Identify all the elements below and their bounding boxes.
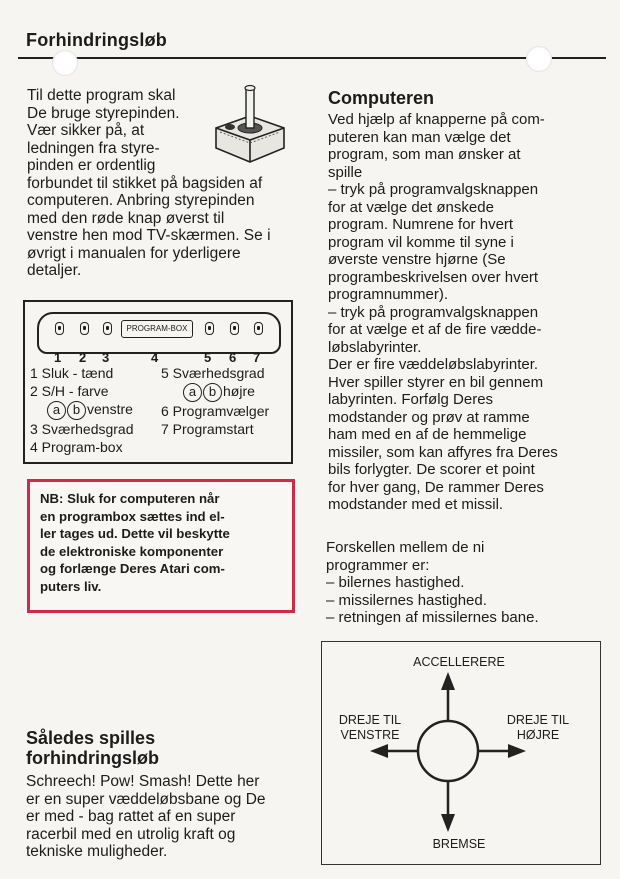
computer-line: labyrinten. Forfølg Deres: [328, 391, 494, 408]
switch-number: 7: [253, 350, 261, 365]
legend-item: 2 S/H - farve: [30, 383, 109, 399]
warning-line: NB: Sluk for computeren når: [40, 491, 220, 506]
legend-item: 4 Program-box: [30, 439, 123, 455]
legend-item: 6 Programvælger: [161, 403, 270, 419]
differences-line: – bilernes hastighed.: [326, 574, 465, 591]
switch-number: 4: [151, 350, 159, 365]
computer-line: program. Numrene for hvert: [328, 216, 514, 233]
intro-line: Vær sikker på, at: [27, 122, 145, 139]
circle-a-icon: a: [47, 401, 66, 420]
legend-text: venstre: [87, 401, 133, 417]
binder-hole-left: [52, 50, 78, 76]
header-rule: [18, 57, 606, 59]
legend-item: 5 Sværhedsgrad: [161, 365, 265, 381]
switch-number: 1: [54, 350, 62, 365]
direction-arrows-icon: [322, 642, 600, 864]
intro-line: De bruge styrepinden.: [27, 104, 180, 122]
circle-b-icon: b: [203, 383, 222, 402]
legend-text: højre: [223, 383, 255, 399]
differences-line: Forskellen mellem de ni: [326, 539, 485, 556]
warning-line: og forlænge Deres Atari com-: [40, 561, 225, 576]
computer-line: Hver spiller styrer en bil gennem: [328, 373, 544, 391]
intro-line: venstre hen mod TV-skærmen. Se i: [27, 227, 271, 244]
intro-line: med den røde knap øverst til: [27, 209, 225, 227]
legend-item: 7 Programstart: [161, 421, 254, 437]
direction-right-line: HØJRE: [516, 728, 560, 742]
switch-3-icon: [103, 322, 112, 335]
computer-line: program vil komme til syne i: [328, 233, 514, 251]
computer-line: for at vælge det ønskede: [328, 198, 494, 216]
direction-right-line: DREJE TIL: [506, 713, 570, 727]
computer-line: for hver gang, De rammer Deres: [328, 478, 544, 496]
computer-line: programbeskrivelsen over hvert: [328, 268, 539, 286]
switch-number: 6: [229, 350, 237, 365]
intro-line: pinden er ordentlig: [27, 157, 156, 174]
warning-line: de elektroniske komponenter: [40, 543, 224, 559]
howto-line: tekniske muligheder.: [26, 843, 168, 860]
computer-line: bils forlygter. De scorer et point: [328, 461, 535, 478]
switch-number: 5: [204, 350, 212, 365]
switch-6-icon: [230, 322, 239, 335]
switch-2-icon: [80, 322, 89, 335]
differences-line: – missilernes hastighed.: [326, 591, 487, 609]
direction-left-line: DREJE TIL: [338, 713, 402, 727]
legend-item: 1 Sluk - tænd: [30, 365, 114, 381]
howto-line: er med - bag rattet af en super: [26, 808, 236, 825]
switch-number: 2: [79, 350, 87, 365]
binder-hole-right: [526, 46, 552, 72]
computer-line: modstander og prøv at ramme: [328, 408, 530, 426]
legend-item: [47, 400, 133, 420]
intro-line: detaljer.: [27, 262, 82, 279]
switch-5-icon: [205, 322, 214, 335]
intro-line: forbundet til stikket på bagsiden af: [27, 174, 263, 192]
computer-line: øverste venstre hjørne (Se: [328, 251, 506, 268]
program-box-slot: PROGRAM-BOX: [121, 320, 193, 338]
howto-line: er en super væddeløbsbane og De: [26, 790, 266, 808]
console-panel: [23, 300, 293, 464]
warning-line: ler tages ud. Dette vil beskytte: [40, 526, 230, 541]
differences-line: programmer er:: [326, 556, 430, 574]
joystick-icon: [210, 82, 288, 168]
legend-item: 3 Sværhedsgrad: [30, 421, 134, 437]
differences-line: – retningen af missilernes bane.: [326, 609, 539, 626]
warning-box: [27, 479, 295, 613]
intro-line: ledningen fra styre-: [27, 139, 160, 157]
switch-1-icon: [55, 322, 64, 335]
joystick-direction-diagram: [321, 641, 601, 865]
computer-line: program, som man ønsker at: [328, 146, 521, 163]
computer-line: – tryk på programvalgsknappen: [328, 303, 539, 321]
direction-up-label: ACCELLERERE: [413, 655, 505, 669]
circle-a-icon: a: [183, 383, 202, 402]
computer-line: løbslabyrinter.: [328, 338, 422, 356]
intro-line: computeren. Anbring styrepinden: [27, 192, 255, 209]
computer-paragraph: [328, 111, 558, 514]
legend-item: [183, 382, 255, 402]
page-title: Forhindringsløb: [26, 30, 167, 50]
howto-paragraph: [26, 773, 266, 861]
switch-7-icon: [254, 322, 263, 335]
warning-line: en programbox sættes ind el-: [40, 508, 225, 524]
intro-line: øvrigt i manualen for yderligere: [27, 244, 241, 262]
computer-heading: Computeren: [328, 88, 435, 108]
console-bezel: [37, 312, 281, 365]
computer-line: Ved hjælp af knapperne på com-: [328, 111, 545, 128]
computer-line: puteren kan man vælge det: [328, 128, 511, 146]
computer-line: ham med en af de hemmelige: [328, 426, 527, 443]
computer-line: for at vælge et af de fire vædde-: [328, 321, 542, 338]
computer-line: Der er fire væddeløbslabyrinter.: [328, 356, 539, 373]
computer-line: missiler, som kan affyres fra Deres: [328, 443, 558, 461]
differences-paragraph: [326, 539, 539, 627]
computer-line: modstander med et missil.: [328, 496, 504, 513]
howto-heading-line: Således spilles: [26, 728, 156, 748]
circle-b-icon: b: [67, 401, 86, 420]
intro-line: Til dette program skal: [27, 87, 176, 104]
switch-number: 3: [102, 350, 110, 365]
warning-line: puters liv.: [40, 578, 102, 594]
computer-line: spille: [328, 163, 363, 181]
computer-line: – tryk på programvalgsknappen: [328, 181, 539, 198]
direction-left-line: VENSTRE: [340, 728, 400, 742]
computer-line: programnummer).: [328, 286, 449, 303]
howto-line: racerbil med en utrolig kraft og: [26, 825, 236, 843]
direction-down-label: BREMSE: [432, 837, 486, 851]
howto-line: Schreech! Pow! Smash! Dette her: [26, 773, 260, 790]
howto-heading-line: forhindringsløb: [26, 748, 159, 768]
howto-heading: [26, 728, 159, 768]
